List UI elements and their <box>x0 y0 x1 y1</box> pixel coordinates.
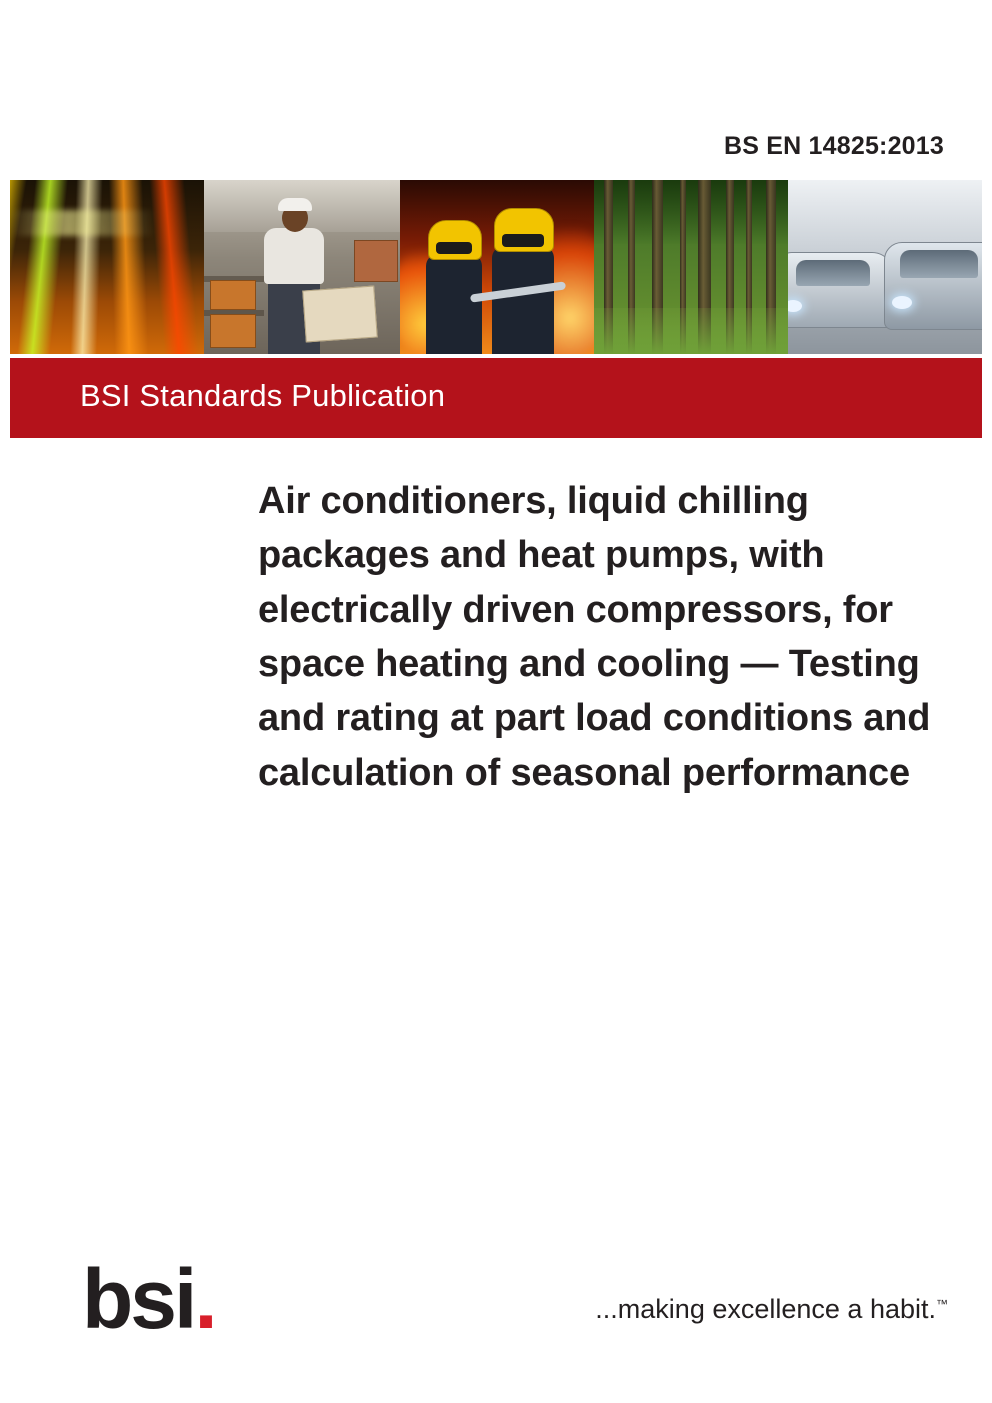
bsi-logo <box>82 1252 215 1346</box>
standard-number: BS EN 14825:2013 <box>723 132 944 160</box>
tagline-text: ...making excellence a habit. <box>595 1294 936 1324</box>
forest-photo <box>594 180 788 354</box>
tagline-trademark: ™ <box>936 1297 948 1311</box>
bsi-logo-dot: . <box>194 1252 215 1346</box>
warehouse-worker-photo <box>204 180 400 354</box>
bsi-logo-text: bsi <box>82 1252 195 1346</box>
cars-production-photo <box>788 180 982 354</box>
tagline <box>595 1294 948 1325</box>
firefighters-photo <box>400 180 594 354</box>
light-trails-photo <box>10 180 204 354</box>
publisher-band-label: BSI Standards Publication <box>80 378 446 413</box>
page-title: Air conditioners, liquid chilling packages and heat pumps, with electrically driven compressors, for space heating and cooling — Testing and rating at part load conditions and calculation of seasonal performance <box>258 480 931 794</box>
cover-image-strip <box>10 180 982 354</box>
